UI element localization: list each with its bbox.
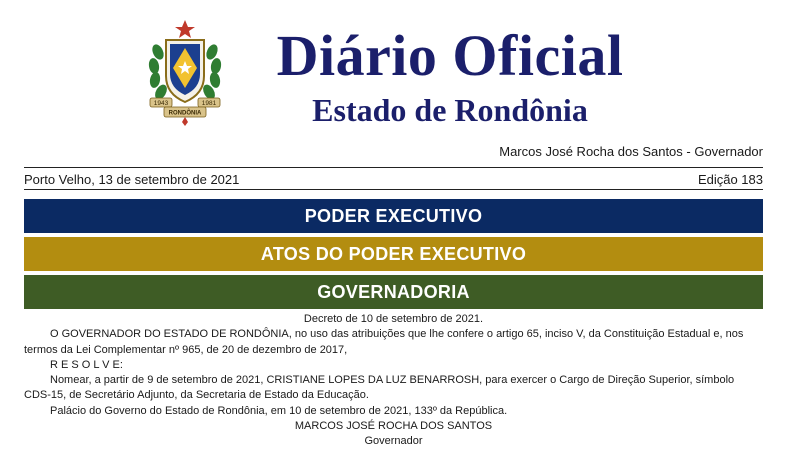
decree-appointment: Nomear, a partir de 9 de setembro de 2021, CRISTIANE LOPES DA LUZ BENARROSH, para exercer o Cargo de Direção Superior, símbolo CDS-15, de Secretário Adjunto, da Secretaria de Estado da Educação. bbox=[24, 374, 735, 402]
coat-of-arms-icon bbox=[146, 18, 224, 126]
governor-name: Marcos José Rocha dos Santos - Governador bbox=[499, 144, 763, 159]
edition-bar bbox=[24, 171, 763, 188]
decree-closing: Palácio do Governo do Estado de Rondônia, em 10 de setembro de 2021, 133º da República. bbox=[50, 404, 508, 417]
crest-banner: RONDÔNIA bbox=[168, 110, 202, 117]
crest-year-right: 1981 bbox=[201, 100, 217, 107]
place-date: Porto Velho, 13 de setembro de 2021 bbox=[24, 172, 240, 187]
edition-number: Edição 183 bbox=[697, 172, 763, 187]
decree-heading: Decreto de 10 de setembro de 2021. bbox=[303, 313, 484, 325]
decree-body bbox=[24, 312, 763, 450]
masthead bbox=[0, 0, 787, 140]
section-band-executive: PODER EXECUTIVO bbox=[24, 199, 763, 233]
decree-signatory: MARCOS JOSÉ ROCHA DOS SANTOS bbox=[294, 420, 493, 433]
publication-subtitle: Estado de Rondônia bbox=[312, 92, 588, 128]
divider-bottom bbox=[24, 189, 763, 190]
section-band-governorship: GOVERNADORIA bbox=[24, 275, 763, 309]
section-band-acts: ATOS DO PODER EXECUTIVO bbox=[24, 237, 763, 271]
publication-title: Diário Oficial bbox=[276, 23, 624, 88]
decree-resolve: R E S O L V E: bbox=[50, 358, 123, 371]
decree-preamble: O GOVERNADOR DO ESTADO DE RONDÔNIA, no uso das atribuições que lhe confere o artigo 65, inciso V, da Constituição Estadual e, nos termos da Lei Complementar nº 965, de 20 de dezembro de 2017, bbox=[24, 328, 744, 356]
divider-top bbox=[24, 167, 763, 168]
crest-year-left: 1943 bbox=[153, 100, 169, 107]
decree-signatory-title: Governador bbox=[364, 435, 423, 448]
